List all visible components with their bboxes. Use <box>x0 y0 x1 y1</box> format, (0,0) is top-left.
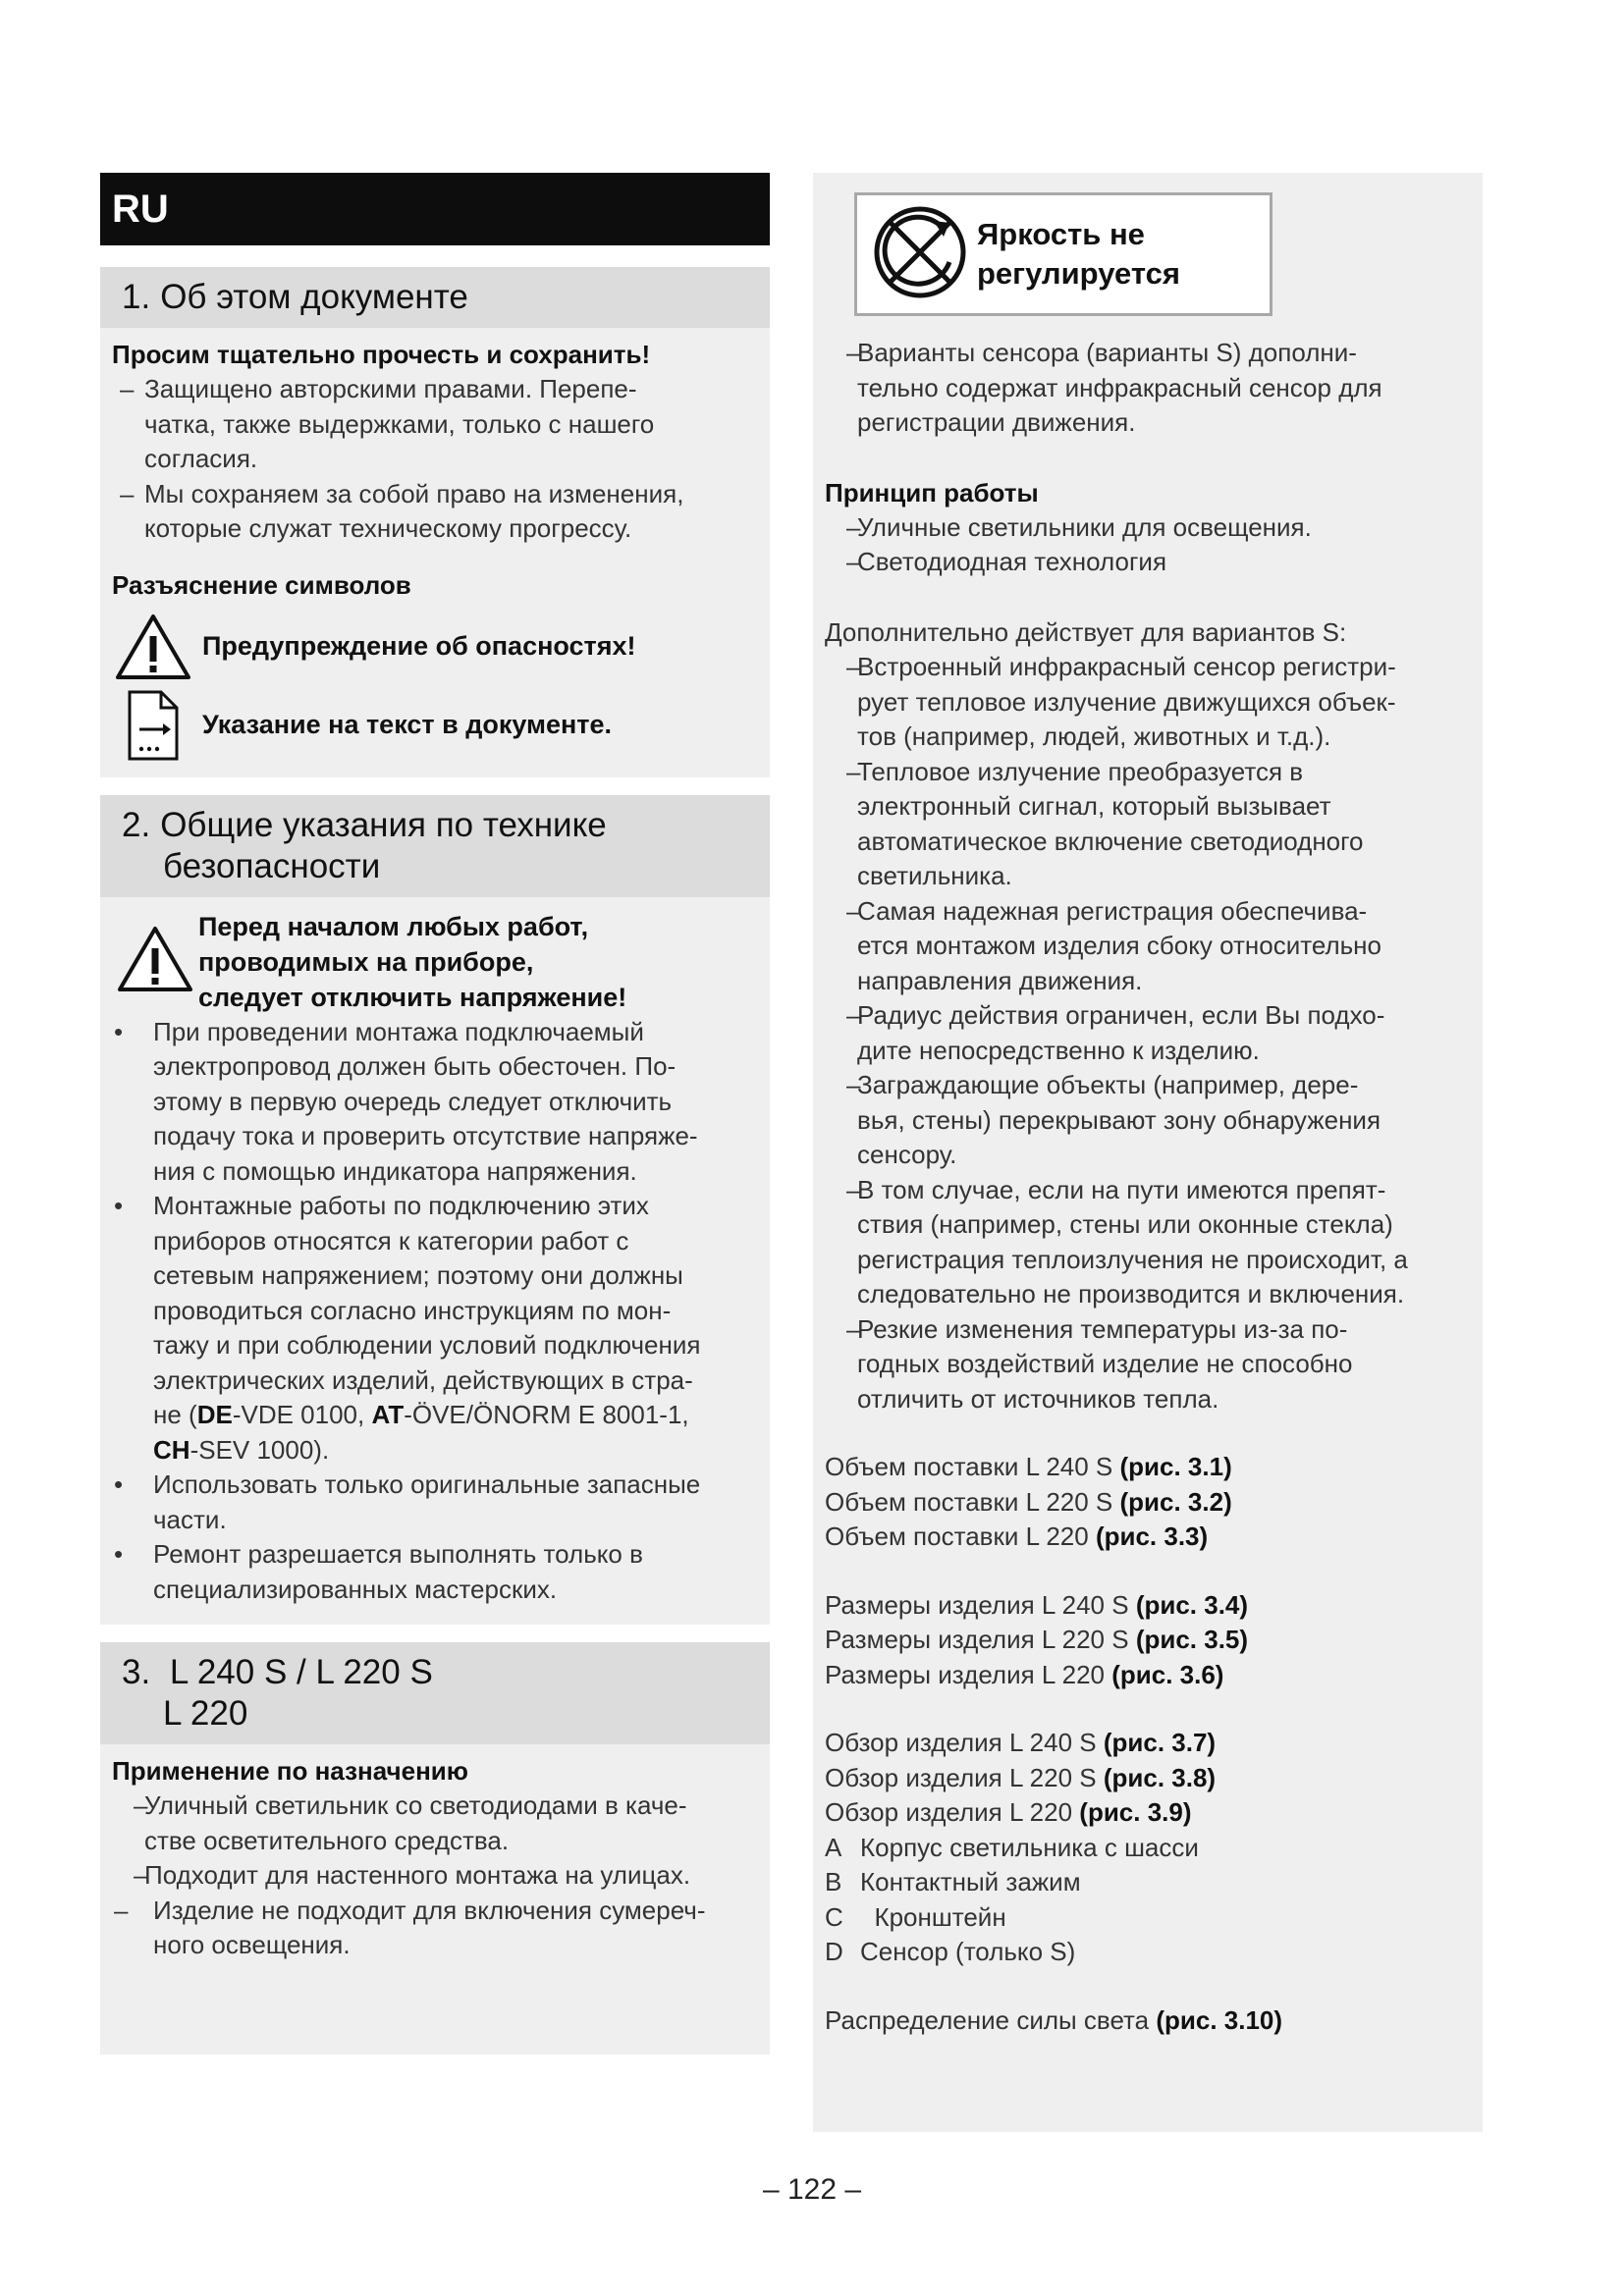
principle-heading: Принцип работы <box>825 477 1039 507</box>
bullet-original-parts: • Использовать только оригинальные запасные части. <box>114 1469 701 1534</box>
symbol-warning-row <box>112 613 762 681</box>
bullet-deenergize: • При проведении монтажа подключаемый электропровод должен быть обесточен. По- этому в первую очередь следует отключить подачу тока и проверить отсутствие напряже- ния с помощью индикатора напряжения. <box>114 1016 698 1186</box>
not-for-dusk-item: – Изделие не подходит для включения сумереч- ного освещения. <box>114 1895 706 1959</box>
page-number: – 122 – <box>762 2173 862 2206</box>
light-distribution-line: Распределение силы света (рис. 3.10) <box>825 2004 1283 2035</box>
delivery-scope-line: Объем поставки L 220 S (рис. 3.2) <box>825 1486 1232 1517</box>
section-about-document <box>100 267 770 777</box>
no-dimming-icon <box>871 203 969 306</box>
no-dimming-text: Яркость не регулируется <box>977 217 1180 291</box>
section-2-title-line1: Общие указания по технике <box>160 805 607 844</box>
s-variant-item: – Радиус действия ограничен, если Вы подхо- дите непосредственно к изделию. <box>846 1000 1385 1065</box>
read-and-keep-heading: Просим тщательно прочесть и сохранить! <box>112 340 651 369</box>
s-variant-item: – Заграждающие объекты (например, дере- вья, стены) перекрывают зону обнаружения сенсору. <box>846 1070 1381 1169</box>
overview-line: Обзор изделия L 220 S (рис. 3.8) <box>825 1762 1217 1792</box>
part-item: D Сенсор (только S) <box>825 1937 1076 1966</box>
section-models <box>100 1642 770 2055</box>
disconnect-warning-text: Перед началом любых работ, проводимых на приборе, следует отключить напряжение! <box>198 911 627 1012</box>
symbols-heading: Разъяснение символов <box>112 569 411 600</box>
bullet-repair: • Ремонт разрешается выполнять только в специализированных мастерских. <box>114 1539 643 1604</box>
section-2-title-line2: безопасности <box>163 846 381 885</box>
warning-triangle-icon <box>112 907 198 993</box>
right-column <box>813 173 1483 2132</box>
left-column <box>100 173 770 2055</box>
s-variant-item: – Самая надежная регистрация обеспечива- ется монтажом изделия сбоку относительно направления движения. <box>846 895 1382 995</box>
section-3-title-line2: L 220 <box>163 1694 248 1733</box>
section-2-title <box>100 795 770 897</box>
section-3-title-line1: L 240 S / L 220 S <box>160 1653 433 1691</box>
copyright-item: – Защищено авторскими правами. Перепе- чатка, также выдержками, только с нашего согласия. <box>120 374 655 473</box>
disconnect-warning <box>112 907 762 1015</box>
section-safety <box>100 795 770 1626</box>
overview-line: Обзор изделия L 240 S (рис. 3.7) <box>825 1728 1217 1757</box>
document-reference-icon <box>112 688 194 763</box>
part-item: C Кронштейн <box>825 1901 1006 1932</box>
sensor-variants-note: – Варианты сенсора (варианты S) дополни- тельно содержат инфракрасный сенсор для регистрации движения. <box>846 338 1382 437</box>
s-variant-item: – Встроенный инфракрасный сенсор регистри- рует тепловое излучение движущихся объек- тов (например, людей, животных и т.д.). <box>846 652 1396 751</box>
bullet-mains-voltage: • Монтажные работы по подключению этих приборов относятся к категории работ с сетевым напряжением; поэтому они должны проводиться согласно инструкциям по мон- тажу и при соблюдении условий подключения электрических изделий, действующих в стра- не (DE-VDE 0100, AT-ÖVE/ÖNORM E 8001-1, CH-SEV 1000). <box>114 1191 701 1465</box>
principle-item: – Светодиодная технология <box>846 547 1167 576</box>
dimensions-line: Размеры изделия L 240 S (рис. 3.4) <box>825 1589 1249 1620</box>
section-1-title-text: Об этом документе <box>160 278 468 316</box>
delivery-scope-line: Объем поставки L 240 S (рис. 3.1) <box>825 1452 1232 1481</box>
delivery-scope-line: Объем поставки L 220 (рис. 3.3) <box>825 1522 1209 1551</box>
dimensions-line: Размеры изделия L 220 (рис. 3.6) <box>825 1659 1224 1689</box>
s-variant-item: – Тепловое излучение преобразуется в электронный сигнал, который вызывает автоматическое включение светодиодного светильника. <box>846 756 1364 890</box>
dimensions-line: Размеры изделия L 220 S (рис. 3.5) <box>825 1625 1249 1654</box>
symbol-reference-row <box>112 691 762 760</box>
intended-use-item: – Уличный светильник со светодиодами в каче- стве осветительного средства. <box>134 1790 687 1855</box>
s-variants-heading: Дополнительно действует для вариантов S: <box>825 616 1347 647</box>
s-variant-item: – Резкие изменения температуры из-за по- годных воздействий изделие не способно отличить от источников тепла. <box>846 1313 1353 1414</box>
no-dimming-box <box>854 192 1272 316</box>
section-3-title <box>100 1642 770 1744</box>
warning-triangle-icon <box>112 613 194 681</box>
intended-use-heading: Применение по назначению <box>112 1756 468 1786</box>
section-1-number: 1. <box>122 278 151 316</box>
section-3-number: 3. <box>122 1653 151 1691</box>
symbol-reference-text: Указание на текст в документе. <box>202 710 613 739</box>
part-item: B Контактный зажим <box>825 1867 1081 1896</box>
section-2-number: 2. <box>122 805 151 844</box>
principle-item: – Уличные светильники для освещения. <box>846 511 1312 542</box>
intended-use-item: – Подходит для настенного монтажа на улицах. <box>134 1860 691 1890</box>
s-variant-item: – В том случае, если на пути имеются препят- ствия (например, стены или оконные стекла) регистрация теплоизлучения не происходит, а следовательно не производится и включения. <box>846 1174 1408 1308</box>
changes-item: – Мы сохраняем за собой право на изменения, которые служат техническому прогрессу. <box>120 478 684 543</box>
overview-line: Обзор изделия L 220 (рис. 3.9) <box>825 1797 1192 1827</box>
symbol-warning-text: Предупреждение об опасностях! <box>202 631 636 661</box>
part-item: A Корпус светильника с шасси <box>825 1832 1199 1862</box>
language-label: RU <box>100 173 770 245</box>
section-1-title <box>100 267 770 328</box>
